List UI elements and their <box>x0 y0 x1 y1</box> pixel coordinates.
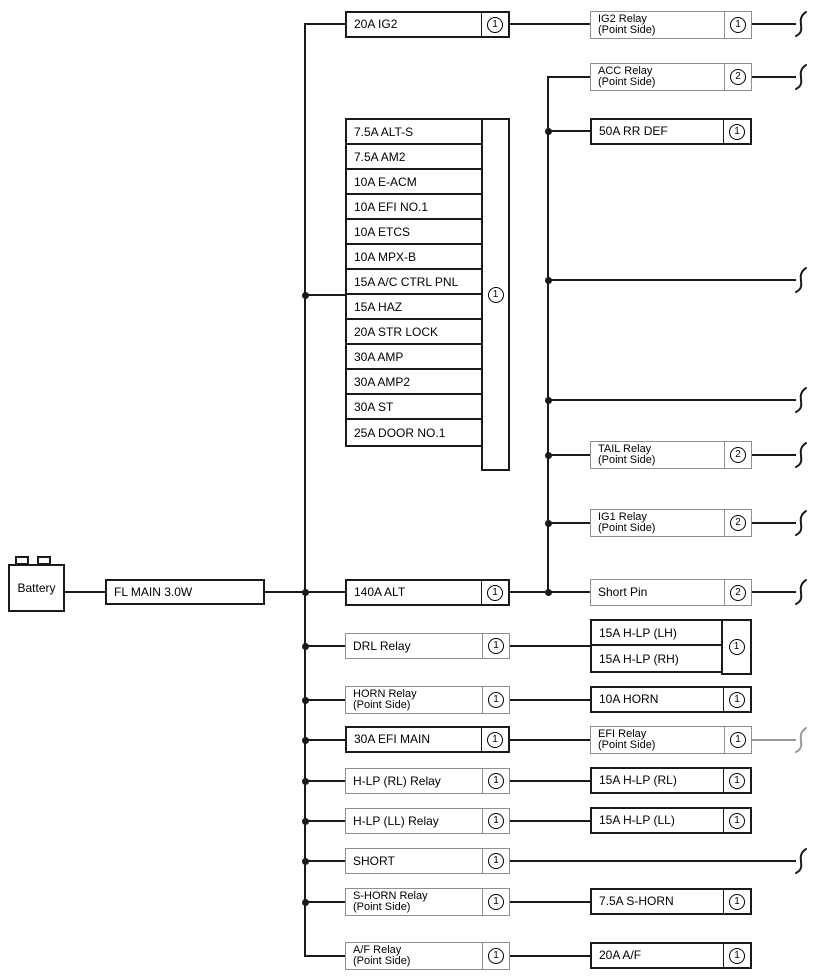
fuse-box-30a-efi-main <box>345 726 510 753</box>
relay-label-line1: IG1 Relay <box>598 510 647 523</box>
battery <box>8 564 65 612</box>
wire <box>305 294 345 296</box>
relay-label: H-LP (RL) Relay <box>353 773 441 788</box>
wire-break-icon <box>794 846 814 876</box>
relay-label: Short Pin <box>598 585 648 599</box>
wire <box>305 739 345 741</box>
junction-dot <box>545 128 552 135</box>
connector-cell <box>481 13 508 36</box>
relay-box-short-pin <box>590 579 752 606</box>
connector-number: 2 <box>730 447 746 463</box>
fusible-link-label: FL MAIN 3.0W <box>114 584 193 599</box>
wire <box>305 645 345 647</box>
wire <box>549 522 590 524</box>
wire <box>752 739 796 741</box>
wire <box>304 23 346 25</box>
wire <box>752 454 796 456</box>
connector-number: 1 <box>488 287 504 303</box>
relay-label-line1: IG2 Relay <box>598 12 647 25</box>
fuse-block <box>345 118 483 447</box>
fuse-row: 15A H-LP (RH) <box>599 651 679 666</box>
wire-break-icon <box>794 265 814 295</box>
wire <box>510 645 590 647</box>
fuse-box-15a-hlp-rl <box>590 767 752 794</box>
wire <box>510 699 590 701</box>
fuse-box-20a-ig2 <box>345 11 510 38</box>
wire <box>510 955 590 957</box>
wire-break-icon <box>794 508 814 538</box>
fuse-block-connector-cell <box>481 118 510 471</box>
fuse-row: 10A E-ACM <box>347 170 481 195</box>
relay-label-line1: EFI Relay <box>598 727 647 740</box>
wire <box>305 820 345 822</box>
connector-number: 1 <box>730 732 746 748</box>
fuse-box-10a-horn <box>590 686 752 713</box>
wire-break-icon <box>794 9 814 39</box>
wire-break-icon <box>794 577 814 607</box>
wire-break-icon <box>794 62 814 92</box>
connector-number: 1 <box>488 894 504 910</box>
relay-label-line2: (Point Side) <box>598 76 656 88</box>
wire <box>305 591 345 593</box>
connector-number: 1 <box>488 813 504 829</box>
wire-break-icon <box>794 385 814 415</box>
relay-box-horn <box>345 686 510 714</box>
wire <box>510 780 590 782</box>
fuse-label: 30A EFI MAIN <box>354 732 431 746</box>
wire <box>510 820 590 822</box>
relay-box-acc <box>590 63 752 91</box>
wire <box>549 399 796 401</box>
connector-number: 1 <box>488 773 504 789</box>
connector-number: 1 <box>729 894 745 910</box>
connector-number: 1 <box>488 948 504 964</box>
wire <box>549 130 590 132</box>
relay-label-line2: (Point Side) <box>598 454 656 466</box>
relay-box-ig2 <box>590 11 752 39</box>
connector-number: 2 <box>730 585 746 601</box>
connector-number: 2 <box>730 69 746 85</box>
fuse-label: 7.5A S-HORN <box>599 894 674 908</box>
connector-number: 1 <box>729 948 745 964</box>
fuse-box-50a-rr-def <box>590 118 752 145</box>
connector-number: 1 <box>488 638 504 654</box>
secondary-bus-wire <box>547 76 549 593</box>
fuse-label: 10A HORN <box>599 692 659 706</box>
fuse-label: 50A RR DEF <box>599 124 668 138</box>
connector-number: 1 <box>729 692 745 708</box>
fuse-label: 140A ALT <box>354 585 406 599</box>
relay-box-ig1 <box>590 509 752 537</box>
fuse-box-75a-s-horn <box>590 888 752 915</box>
fuse-row: 30A ST <box>347 395 481 420</box>
relay-label-line1: S-HORN Relay <box>353 889 428 902</box>
fuse-row: 10A MPX-B <box>347 245 481 270</box>
wire <box>549 454 590 456</box>
wire <box>510 860 796 862</box>
fuse-pair-hlp <box>590 619 723 673</box>
wire <box>510 23 590 25</box>
fuse-row: 7.5A AM2 <box>347 145 481 170</box>
wire <box>510 901 590 903</box>
fuse-box-15a-hlp-ll <box>590 807 752 834</box>
relay-label-line1: HORN Relay <box>353 687 417 700</box>
relay-box-a-f <box>345 942 510 970</box>
connector-number: 2 <box>730 515 746 531</box>
fuse-row: 15A H-LP (LH) <box>592 621 721 646</box>
wire <box>64 591 105 593</box>
relay-box-efi <box>590 726 752 754</box>
fuse-row: 7.5A ALT-S <box>347 120 481 145</box>
wire <box>752 23 796 25</box>
fuse-row: 30A AMP2 <box>347 370 481 395</box>
fuse-label: 15A H-LP (RL) <box>599 773 677 787</box>
relay-label: SHORT <box>353 853 395 868</box>
wire <box>305 901 345 903</box>
fuse-row: 15A HAZ <box>347 295 481 320</box>
relay-label-line2: (Point Side) <box>598 739 656 751</box>
relay-box-drl <box>345 633 510 659</box>
wire <box>752 522 796 524</box>
relay-label-line1: TAIL Relay <box>598 442 652 455</box>
fuse-row: 15A A/C CTRL PNL <box>347 270 481 295</box>
connector-number: 1 <box>729 639 745 655</box>
connector-number: 1 <box>729 813 745 829</box>
junction-dot <box>545 452 552 459</box>
relay-box-tail <box>590 441 752 469</box>
wire <box>265 591 305 593</box>
main-bus-wire <box>304 23 306 957</box>
fuse-row: 20A STR LOCK <box>347 320 481 345</box>
connector-number: 1 <box>488 853 504 869</box>
relay-box-short <box>345 848 510 874</box>
relay-label: H-LP (LL) Relay <box>353 813 439 828</box>
wire <box>547 76 590 78</box>
wire <box>510 739 590 741</box>
junction-dot <box>302 589 309 596</box>
connector-number: 1 <box>729 773 745 789</box>
wire <box>304 955 346 957</box>
relay-label-line1: A/F Relay <box>353 943 402 956</box>
fuse-row: 25A DOOR NO.1 <box>354 425 446 440</box>
connector-number: 1 <box>488 692 504 708</box>
relay-label-line2: (Point Side) <box>598 24 656 36</box>
junction-dot <box>302 292 309 299</box>
relay-label-line2: (Point Side) <box>353 901 411 913</box>
fuse-box-20a-a-f <box>590 942 752 969</box>
wire <box>305 860 345 862</box>
wire-break-icon <box>794 440 814 470</box>
relay-box-hlp-ll <box>345 808 510 834</box>
fuse-label: 15A H-LP (LL) <box>599 813 675 827</box>
wire-break-icon <box>794 725 814 755</box>
junction-dot <box>302 643 309 650</box>
relay-box-s-horn <box>345 888 510 916</box>
junction-dot <box>302 778 309 785</box>
relay-label-line2: (Point Side) <box>353 699 411 711</box>
wire <box>305 699 345 701</box>
battery-label: Battery <box>17 580 56 595</box>
connector-number: 1 <box>729 124 745 140</box>
wire <box>305 780 345 782</box>
junction-dot <box>302 858 309 865</box>
relay-label-line2: (Point Side) <box>353 955 411 967</box>
fuse-row: 30A AMP <box>347 345 481 370</box>
fuse-row: 10A ETCS <box>347 220 481 245</box>
junction-dot <box>545 520 552 527</box>
fuse-label: 20A IG2 <box>354 17 398 31</box>
connector-number: 1 <box>487 732 503 748</box>
relay-label-line2: (Point Side) <box>598 522 656 534</box>
fusible-link-fl-main <box>105 579 265 605</box>
wire <box>752 591 796 593</box>
junction-dot <box>545 589 552 596</box>
connector-number: 1 <box>730 17 746 33</box>
relay-label-line1: ACC Relay <box>598 64 653 77</box>
relay-label: DRL Relay <box>353 638 411 653</box>
junction-dot <box>545 277 552 284</box>
junction-dot <box>545 397 552 404</box>
fuse-row: 10A EFI NO.1 <box>347 195 481 220</box>
wire <box>752 76 796 78</box>
fuse-pair-connector-cell <box>721 619 752 675</box>
junction-dot <box>302 818 309 825</box>
junction-dot <box>302 697 309 704</box>
wire <box>549 279 796 281</box>
fuse-label: 20A A/F <box>599 948 642 962</box>
junction-dot <box>302 899 309 906</box>
connector-number: 1 <box>487 17 503 33</box>
relay-box-hlp-rl <box>345 768 510 794</box>
junction-dot <box>302 737 309 744</box>
fuse-box-140a-alt <box>345 579 510 606</box>
connector-number: 1 <box>487 585 503 601</box>
